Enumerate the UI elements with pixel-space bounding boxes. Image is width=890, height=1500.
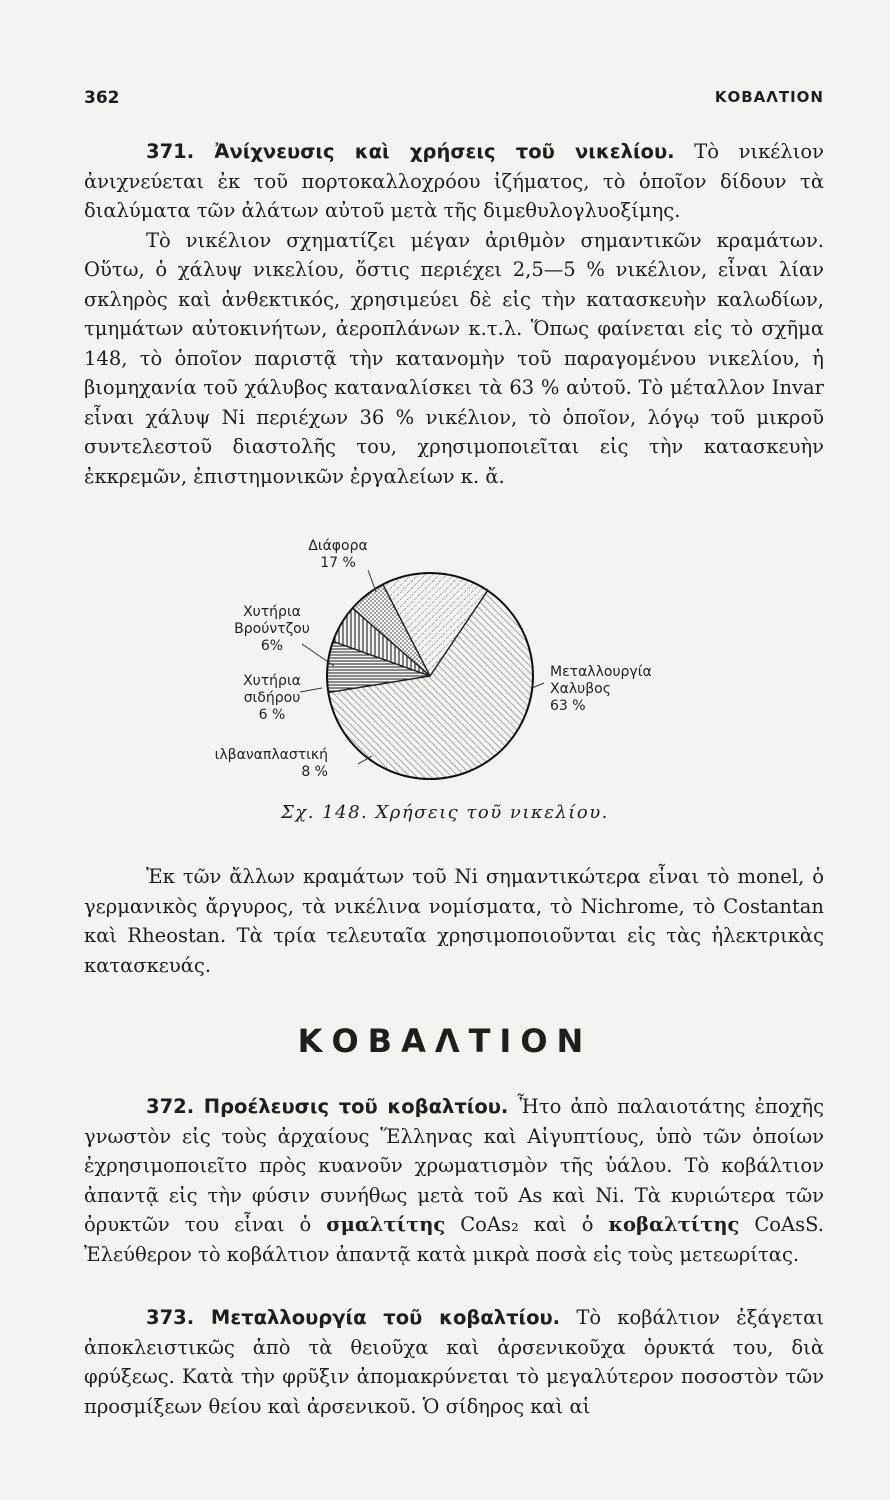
slice-label: Χυτήρια Βρούντζου 6% — [234, 604, 310, 654]
mineral-cobaltite: κοβαλτίτης — [608, 1213, 740, 1236]
figure-caption: Σχ. 148. Χρήσεις τοῦ νικελίου. — [281, 802, 609, 823]
leader-line — [300, 688, 322, 692]
paragraph-alloys-block — [84, 862, 824, 980]
paragraph-alloys: Ἐκ τῶν ἄλλων κραμάτων τοῦ Ni σημαντικώτερα εἶναι τὸ monel, ὁ γερμανικὸς ἄργυρος, τὰ νικέλινα νομίσματα, τὸ Nichrome, τὸ Costantan καὶ Rheostan. Τὰ τρία τελευταῖα χρησιμοποιοῦνται εἰς τὰς ἠλεκτρικὰς κατασκευάς. — [84, 865, 824, 977]
section-372-heading: 372. Προέλευσις τοῦ κοβαλτίου. — [146, 1095, 509, 1118]
slice-label: ιλβαναπλαστική 8 % — [214, 747, 328, 780]
slice-label: Μεταλλουργία Χαλυβος 63 % — [550, 664, 652, 714]
mineral-smaltite: σμαλτίτης — [326, 1213, 446, 1236]
running-head — [84, 88, 824, 114]
pie-chart — [210, 528, 710, 828]
section-373 — [84, 1303, 824, 1421]
section-372-text-c: CoAsS. Ἐλεύθερον τὸ κοβάλτιον ἀπαντᾷ κατὰ μικρὰ ποσὰ εἰς τοὺς μετεωρίτας. — [84, 1213, 824, 1266]
leader-line — [368, 570, 376, 592]
leader-line — [532, 683, 544, 688]
section-373-heading: 373. Μεταλλουργία τοῦ κοβαλτίου. — [146, 1306, 561, 1329]
section-373-text: Τὸ κοβάλτιον ἐξάγεται ἀποκλειστικῶς ἀπὸ τὰ θειοῦχα καὶ ἀρσενικοῦχα ὀρυκτά του, διὰ φρύξεως. Κατὰ τὴν φρῦξιν ἀπομακρύνεται τὸ μεγαλύτερον ποσοστὸν τῶν προσμίξεων θείου καὶ ἀρσενικοῦ. Ὁ σίδηρος καὶ αἱ — [84, 1306, 824, 1418]
section-371-paragraph-2: Τὸ νικέλιον σχηματίζει μέγαν ἀριθμὸν σημαντικῶν κραμάτων. Οὕτω, ὁ χάλυψ νικελίου, ὅστις περιέχει 2,5—5 % νικέλιον, εἶναι λίαν σκληρὸς καὶ ἀνθεκτικός, χρησιμεύει δὲ εἰς τὴν κατασκευὴν καλωδίων, τμημάτων αὐτοκινήτων, ἀεροπλάνων κ.τ.λ. Ὅπως φαίνεται εἰς τὸ σχῆμα 148, τὸ ὁποῖον παριστᾷ τὴν κατανομὴν τοῦ παραγομένου νικελίου, ἡ βιομηχανία τοῦ χάλυβος καταναλίσκει τὰ 63 % αὐτοῦ. Τὸ μέταλλον Invar εἶναι χάλυψ Ni περιέχων 36 % νικέλιον, τὸ ὁποῖον, λόγῳ τοῦ μικροῦ συντελεστοῦ διαστολῆς του, χρησιμοποιεῖται εἰς τὴν κατασκευὴν ἐκκρεμῶν, ἐπιστημονικῶν ἐργαλείων κ. ἄ. — [84, 228, 824, 488]
page-number: 362 — [84, 88, 120, 108]
running-title: ΚΟΒΑΛΤΙΟΝ — [714, 88, 824, 106]
section-371 — [84, 137, 824, 491]
chapter-title: ΚΟΒΑΛΤΙΟΝ — [297, 1022, 593, 1060]
slice-label: Χυτήρια σιδήρου 6 % — [243, 673, 301, 723]
section-372-text-a: Ἦτο ἀπὸ παλαιοτάτης ἐποχῆς γνωστὸν εἰς τοὺς ἀρχαίους Ἕλληνας καὶ Αἰγυπτίους, ὑπὸ τῶν ὁποίων ἐχρησιμοποιεῖτο πρὸς κυανοῦν χρωματισμὸν τῆς ὑάλου. Τὸ κοβάλτιον ἀπαντᾷ εἰς τὴν φύσιν συνήθως μετὰ τοῦ As καὶ Ni. Τὰ κυριώτερα τῶν ὀρυκτῶν του εἶναι ὁ — [84, 1095, 825, 1236]
section-372-text-b: CoAs₂ καὶ ὁ — [445, 1213, 609, 1236]
section-371-heading: 371. Ἀνίχνευσις καὶ χρήσεις τοῦ νικελίου. — [146, 140, 675, 163]
section-371-paragraph-1 — [84, 137, 824, 226]
pie-chart-figure — [210, 528, 710, 828]
section-372-paragraph — [84, 1092, 824, 1269]
section-372 — [84, 1092, 824, 1269]
slice-label: Διάφορα 17 % — [308, 538, 368, 571]
section-371-text-1: Τὸ νικέλιον ἀνιχνεύεται ἐκ τοῦ πορτοκαλλοχρόου ἰζήματος, τὸ ὁποῖον δίδουν τὰ διαλύματα τῶν ἀλάτων αὐτοῦ μετὰ τῆς διμεθυλογλυοξίμης. — [84, 140, 824, 222]
section-373-paragraph — [84, 1303, 824, 1421]
